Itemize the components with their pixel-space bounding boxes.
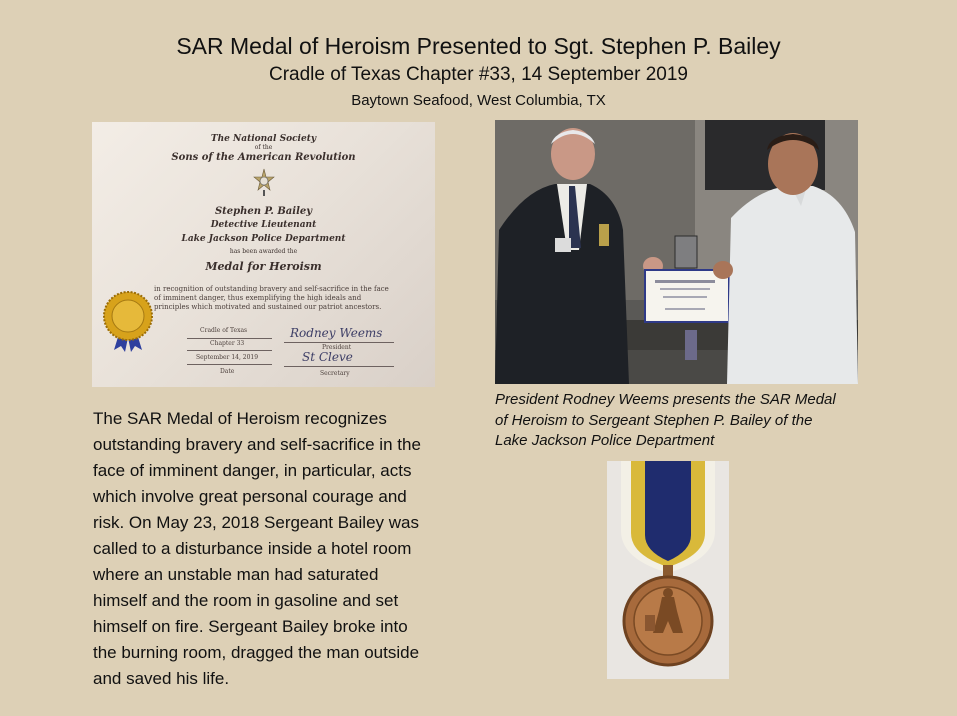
certificate-citation-line: principles which motivated and sustained our patriot ancestors.: [154, 303, 382, 311]
secretary-signature: St Cleve: [302, 350, 353, 364]
certificate-president-label: President: [322, 344, 352, 351]
certificate-award-name: Medal for Heroism: [205, 260, 322, 273]
description-line: which involve great personal courage and: [93, 487, 407, 506]
certificate-date-label: Date: [220, 368, 235, 375]
certificate-citation-line: of imminent danger, thus exemplifying the high ideals and: [154, 294, 362, 302]
certificate-recipient: Stephen P. Bailey: [214, 206, 313, 217]
description-line: The SAR Medal of Heroism recognizes: [93, 409, 387, 428]
certificate-date: September 14, 2019: [196, 354, 259, 361]
certificate-citation-line: in recognition of outstanding bravery and self-sacrifice in the face: [154, 285, 389, 293]
description-line: himself and the room in gasoline and set: [93, 591, 399, 610]
certificate-chapter-name: Cradle of Texas: [200, 327, 248, 334]
certificate-chapter-number: Chapter 33: [210, 340, 245, 347]
certificate-society-line3: Sons of the American Revolution: [171, 152, 356, 163]
description-line: risk. On May 23, 2018 Sergeant Bailey was: [93, 513, 419, 532]
medal-photo: [607, 461, 729, 679]
gold-seal-icon: [100, 290, 156, 352]
description-line: and saved his life.: [93, 669, 230, 688]
president-signature: Rodney Weems: [290, 326, 383, 340]
description-line: outstanding bravery and self-sacrifice in the: [93, 435, 421, 454]
page-subtitle: Cradle of Texas Chapter #33, 14 September 2019: [269, 64, 688, 85]
certificate-society-line1: The National Society: [210, 134, 317, 144]
caption-line: President Rodney Weems presents the SAR Medal: [495, 391, 836, 408]
photo-caption: [495, 390, 885, 452]
certificate-photo: [92, 122, 435, 387]
certificate-department: Lake Jackson Police Department: [181, 234, 346, 244]
page-title: SAR Medal of Heroism Presented to Sgt. Stephen P. Bailey: [176, 33, 781, 59]
certificate-awarded-text: has been awarded the: [229, 248, 298, 255]
presentation-photo: [495, 120, 858, 384]
event-location: Baytown Seafood, West Columbia, TX: [351, 92, 606, 109]
caption-line: Lake Jackson Police Department: [495, 432, 715, 449]
description-line: face of imminent danger, in particular, acts: [93, 461, 412, 480]
description-line: the burning room, dragged the man outside: [93, 643, 420, 662]
description-line: himself on fire. Sergeant Bailey broke into: [93, 617, 408, 636]
description-text: [93, 406, 488, 692]
certificate-society-line2: of the: [254, 144, 273, 151]
description-line: called to a disturbance inside a hotel room: [93, 539, 412, 558]
description-line: where an unstable man had saturated: [93, 565, 379, 584]
certificate-rank: Detective Lieutenant: [210, 220, 317, 230]
caption-line: of Heroism to Sergeant Stephen P. Bailey of the: [495, 411, 813, 429]
sar-emblem-icon: [252, 168, 276, 196]
certificate-secretary-label: Secretary: [320, 370, 350, 377]
